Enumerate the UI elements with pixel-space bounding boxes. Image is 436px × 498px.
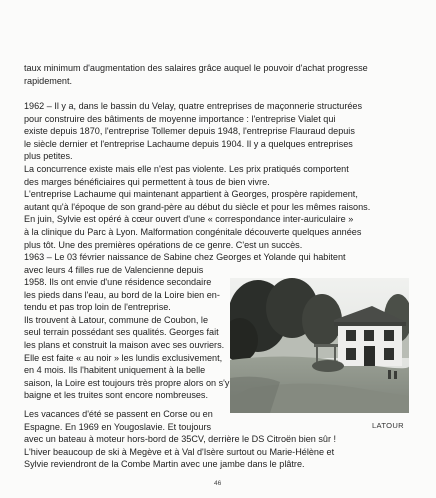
text-line: tendu et pas trop loin de l'entreprise. (24, 302, 171, 313)
photo-caption: LATOUR (372, 421, 404, 430)
text-line: plus petites. (24, 151, 73, 162)
text-line: Elle est faite « au noir » les lundis exclusivement, (24, 352, 223, 363)
text-line: rapidement. (24, 75, 73, 86)
text-line: à la clinique du Parc à Lyon. Malformation congénitale découverte quelques années (24, 226, 362, 237)
text-line: autant qu'à l'époque de son grand-père au début du siècle et pour les mêmes raisons. (24, 201, 371, 212)
text-line: plus tôt. Une des premières opérations de ce genre. C'est un succès. (24, 239, 303, 250)
text-line: Ils trouvent à Latour, commune de Coubon, le (24, 314, 209, 325)
text-line: pour construire des bâtiments de moyenne importance : l'entreprise Vialet qui (24, 113, 336, 124)
text-line: La concurrence existe mais elle n'est pas violente. Les prix pratiqués comportent (24, 163, 349, 174)
text-line: seul terrain possédant ses qualités. Georges fait (24, 327, 219, 338)
latour-house-photo (230, 278, 409, 413)
text-line: Espagne. En 1969 en Yougoslavie. Et toujours (24, 421, 212, 432)
text-line: baigne et les truites sont encore nombreuses. (24, 390, 209, 401)
text-line: les pieds dans l'eau, au bord de la Loire bien en- (24, 289, 220, 300)
text-line: taux minimum d'augmentation des salaires grâce auquel le pouvoir d'achat progresse (24, 63, 368, 73)
text-line: L'hiver beaucoup de ski à Megève et à Val d'Isère surtout ou Marie-Hélène et (24, 446, 335, 457)
text-line: les plans et construit la maison avec ses ouvriers. (24, 339, 225, 350)
text-line: le siècle dernier et l'entreprise Lachaume depuis 1904. Il y a quelques entreprises (24, 138, 353, 149)
paragraph-salaires (24, 62, 368, 87)
paragraph-1962 (24, 100, 370, 276)
text-line: En juin, Sylvie est opéré à cœur ouvert d'une « correspondance inter-auriculaire » (24, 214, 354, 225)
text-line: Les vacances d'été se passent en Corse ou en (24, 409, 213, 419)
text-line: 1963 – Le 03 février naissance de Sabine chez Georges et Yolande qui habitent (24, 252, 346, 263)
house-photo-drawing (230, 278, 409, 413)
page-number: 46 (214, 480, 222, 487)
paragraph-latour (24, 276, 229, 402)
text-line: en 4 mois. Ils l'habitent uniquement à la belle (24, 365, 206, 376)
text-line: L'entreprise Lachaume qui maintenant appartient à Georges, prospère rapidement, (24, 189, 358, 200)
text-line: 1958. Ils ont envie d'une résidence secondaire (24, 277, 212, 287)
text-line: avec un bateau à moteur hors-bord de 35CV, derrière le DS Citroën bien sûr ! (24, 434, 337, 445)
text-line: avec leurs 4 filles rue de Valencienne depuis (24, 264, 204, 275)
text-line: saison, la Loire est toujours très propre alors on s'y (24, 377, 230, 388)
text-line: 1962 – Il y a, dans le bassin du Velay, quatre entreprises de maçonnerie structurées (24, 101, 363, 111)
text-line: Sylvie reviendront de la Combe Martin avec une jambe dans le plâtre. (24, 459, 305, 470)
paragraph-vacances (24, 408, 336, 471)
text-line: existe depuis 1870, l'entreprise Tollemer depuis 1948, l'entreprise Flauraud depuis (24, 126, 355, 137)
text-line: des marges bénéficiaires qui permettent à tous de bien vivre. (24, 176, 270, 187)
